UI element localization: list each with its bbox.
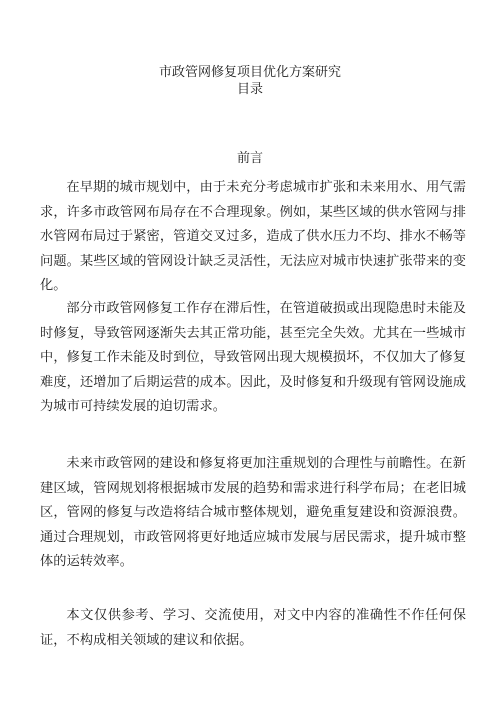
preface-paragraph-2: 部分市政管网修复工作存在滞后性，在管道破损或出现隐患时未能及时修复，导致管网逐渐失去其正常功能，甚至完全失效。尤其在一些城市中，修复工作未能及时到位，导致管网出现大规模损坏，不仅加大了修复难度，还增加了后期运营的成本。因此，及时修复和升级现有管网设施成为城市可持续发展的迫切需求。 <box>40 301 466 414</box>
disclaimer-paragraph: 本文仅供参考、学习、交流使用，对文中内容的准确性不作任何保证，不构成相关领域的建议和依据。 <box>40 608 466 648</box>
preface-paragraph-1: 在早期的城市规划中，由于未充分考虑城市扩张和未来用水、用气需求，许多市政管网布局存在不合理现象。例如，某些区域的供水管网与排水管网布局过于紧密，管道交叉过多，造成了供水压力不均、排水不畅等问题。某些区域的管网设计缺乏灵活性，无法应对城市快速扩张带来的变化。 <box>40 180 466 293</box>
preface-heading: 前言 <box>236 151 263 166</box>
table-of-contents-heading: 目录 <box>236 82 263 97</box>
preface-paragraph-3: 未来市政管网的建设和修复将更加注重规划的合理性与前瞻性。在新建区域，管网规划将根据城市发展的趋势和需求进行科学布局；在老旧城区，管网的修复与改造将结合城市整体规划，避免重复建设和资源浪费。通过合理规划，市政管网将更好地适应城市发展与居民需求，提升城市整体的运转效率。 <box>40 456 466 569</box>
document-title: 市政管网修复项目优化方案研究 <box>158 65 341 80</box>
